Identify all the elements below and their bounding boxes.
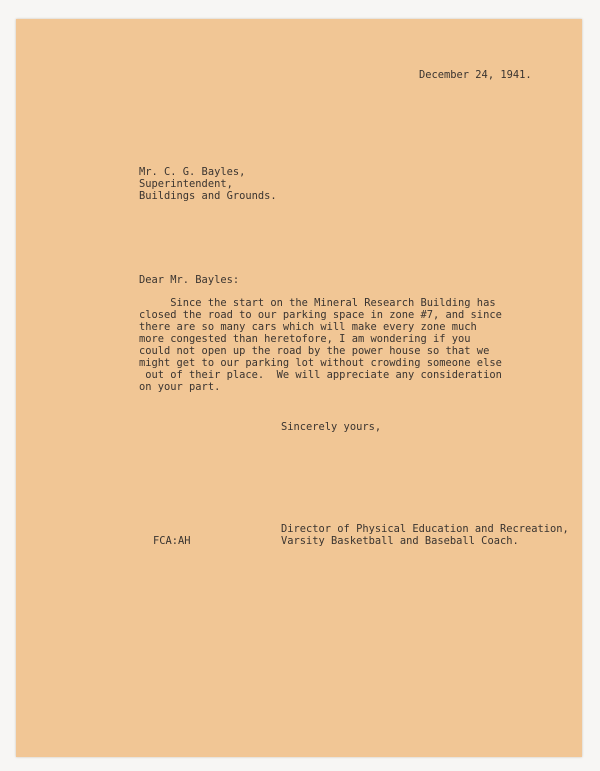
letter-date: December 24, 1941.: [419, 69, 532, 81]
letter-page: [16, 19, 582, 757]
body-line: could not open up the road by the power house so that we: [139, 345, 490, 357]
body-line: closed the road to our parking space in zone #7, and since: [139, 309, 502, 321]
reference-initials: FCA:AH: [153, 535, 191, 547]
recipient-title: Superintendent,: [139, 178, 233, 190]
body-line: Since the start on the Mineral Research Building has: [139, 297, 496, 309]
salutation: Dear Mr. Bayles:: [139, 274, 240, 286]
body-line: might get to our parking lot without crowding someone else: [139, 357, 502, 369]
body-line: out of their place. We will appreciate any consideration: [139, 369, 502, 381]
body-line: on your part.: [139, 381, 221, 393]
recipient-department: Buildings and Grounds.: [139, 190, 277, 202]
recipient-name: Mr. C. G. Bayles,: [139, 166, 246, 178]
body-line: there are so many cars which will make every zone much: [139, 321, 477, 333]
signature-title: Varsity Basketball and Baseball Coach.: [281, 535, 519, 547]
body-line: more congested than heretofore, I am wondering if you: [139, 333, 471, 345]
closing: Sincerely yours,: [281, 421, 382, 433]
signature-title: Director of Physical Education and Recreation,: [281, 523, 569, 535]
